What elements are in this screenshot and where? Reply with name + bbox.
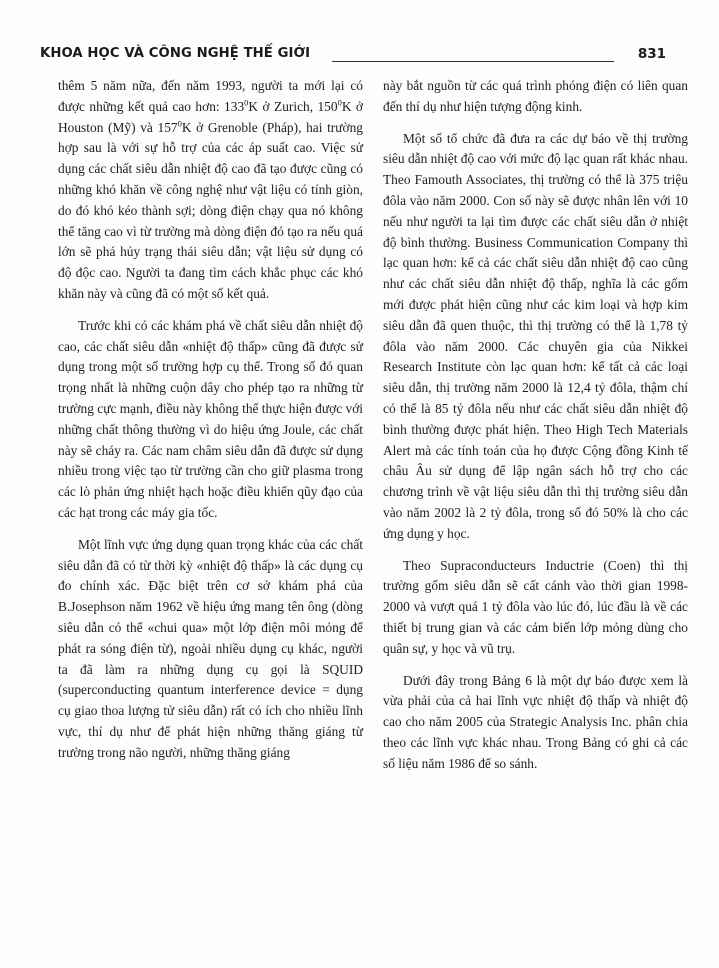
paragraph: Theo Supraconducteurs Inductrie (Coen) thì thị trường gốm siêu dẫn sẽ cất cánh vào thời gian 1998-2000 và vượt quá 1 tỷ đôla vào lúc đó, lúc đầu là về các thiết bị trung gian và các cảm biến lớp mỏng dùng cho quân sự, y học và vũ trụ. <box>383 557 688 656</box>
right-column <box>383 76 688 775</box>
paragraph-text: thêm 5 năm nữa, đến năm 1993, người ta mới lại có được những kết quả cao hơn: 133 <box>58 78 363 114</box>
paragraph <box>58 76 363 305</box>
paragraph: Dưới đây trong Bảng 6 là một dự báo được xem là vừa phải của cả hai lĩnh vực nhiệt độ thấp và nhiệt độ cao cho năm 2005 của Strategic Analysis Inc. phân chia theo các lĩnh vực khác nhau. Trong Bảng có ghi cả các số liệu năm 1986 để so sánh. <box>383 672 688 771</box>
header-rule <box>332 61 614 62</box>
paragraph: Trước khi có các khám phá về chất siêu dẫn nhiệt độ cao, các chất siêu dẫn «nhiệt độ thấp» cũng đã được sử dụng trong một số trường hợp cụ thể. Trong số đó quan trọng nhất là những cuộn dây cho phép tạo ra những từ trường cực mạnh, điều này không thể thực hiện được với những chất thông thường vì do hiệu ứng Joule, các chất này sẽ cháy ra. Các nam châm siêu dẫn đã được sử dụng nhiều trong việc tạo từ trường cần cho giữ plasma trong các lò phản ứng nhiệt hạch hoặc điều khiển qũy đạo của các hạt trong các máy gia tốc. <box>58 317 363 520</box>
paragraph-text: K ở Zurich, 150 <box>248 98 338 114</box>
degree-superscript: 0 <box>244 97 249 108</box>
running-header-title: KHOA HỌC VÀ CÔNG NGHỆ THẾ GIỚI <box>40 46 311 61</box>
running-header <box>40 46 666 70</box>
degree-superscript: 0 <box>337 97 342 108</box>
paragraph-text: K ở Grenoble (Pháp), hai trường hợp sau là với sự hỗ trợ của các áp suất cao. Việc sử dụng các chất siêu dẫn nhiệt độ cao đã tạo được cũng có những khó khăn về công nghệ như vật liệu có tính giòn, do đó khó kéo thành sợi; dòng điện chạy qua nó không thể tăng cao vì từ trường mà dòng điện đó tạo ra nếu quá lớn sẽ phá hủy trạng thái siêu dẫn; vật liệu sử dụng có độ độc cao. Người ta đang tìm cách khắc phục các khó khăn này và cũng đã có một số kết quả. <box>58 119 363 301</box>
left-column <box>58 76 363 764</box>
paragraph: này bắt nguồn từ các quá trình phóng điện có liên quan đến thí dụ như hiện tượng động kinh. <box>383 78 688 114</box>
paragraph-text: K ở Houston (Mỹ) và 157 <box>58 98 364 135</box>
page-number: 831 <box>637 46 666 62</box>
paragraph: Một số tổ chức đã đưa ra các dự báo về thị trường siêu dẫn nhiệt độ cao với mức độ lạc quan rất khác nhau. Theo Famouth Associates, thị trường có thể là 375 triệu đôla vào năm 2000. Con số này sẽ được nhân lên với 10 nếu như người ta lại tìm được các chất siêu dẫn ở nhiệt độ bình thường. Business Communication Company thì lạc quan hơn: kể cả các chất siêu dẫn nhiệt độ cao cũng như các chất siêu dẫn nhiệt độ thấp, nghĩa là các gốm mới được phát hiện cũng như các kim loại và hợp kim siêu dẫn đã quen thuộc, thì thị trường có thể là 1,78 tỷ đôla vào năm 2000. Các chuyên gia của Nikkei Research Institute còn lạc quan hơn: kể tất cả các loại siêu dẫn, thị trường năm 2000 là 12,4 tỷ đôla, thậm chí có thể là 85 tỷ đôla nếu như các chất siêu dẫn nhiệt độ bình thường được phát hiện. Theo High Tech Materials Alert mà các tính toán của họ được Cộng đồng Kinh tế châu Âu sử dụng để lập ngân sách hỗ trợ cho các chương trình về vật liệu siêu dẫn thì thị trường siêu dẫn vào năm 2002 là 2 tỷ đôla, trong số đó 50% là cho các ứng dụng y học. <box>383 130 688 541</box>
paragraph: Một lĩnh vực ứng dụng quan trọng khác của các chất siêu dẫn đã có từ thời kỳ «nhiệt độ thấp» là các dụng cụ đo chính xác. Đặc biệt trên cơ sở khám phá của B.Josephson năm 1962 về hiệu ứng mang tên ông (dòng siêu dẫn có thể «chui qua» một lớp điện môi mỏng để phát ra sóng điện từ), ngoài nhiều dụng cụ khác, người ta đã làm ra những dụng cụ gọi là SQUID (superconducting quantum interference device = dụng cụ giao thoa lượng tử siêu dẫn) rất có ích cho nhiều lĩnh vực, thí dụ như để phát hiện những thăng giáng từ trường trong não người, những thăng giáng <box>58 536 363 760</box>
degree-superscript: 0 <box>177 118 182 129</box>
